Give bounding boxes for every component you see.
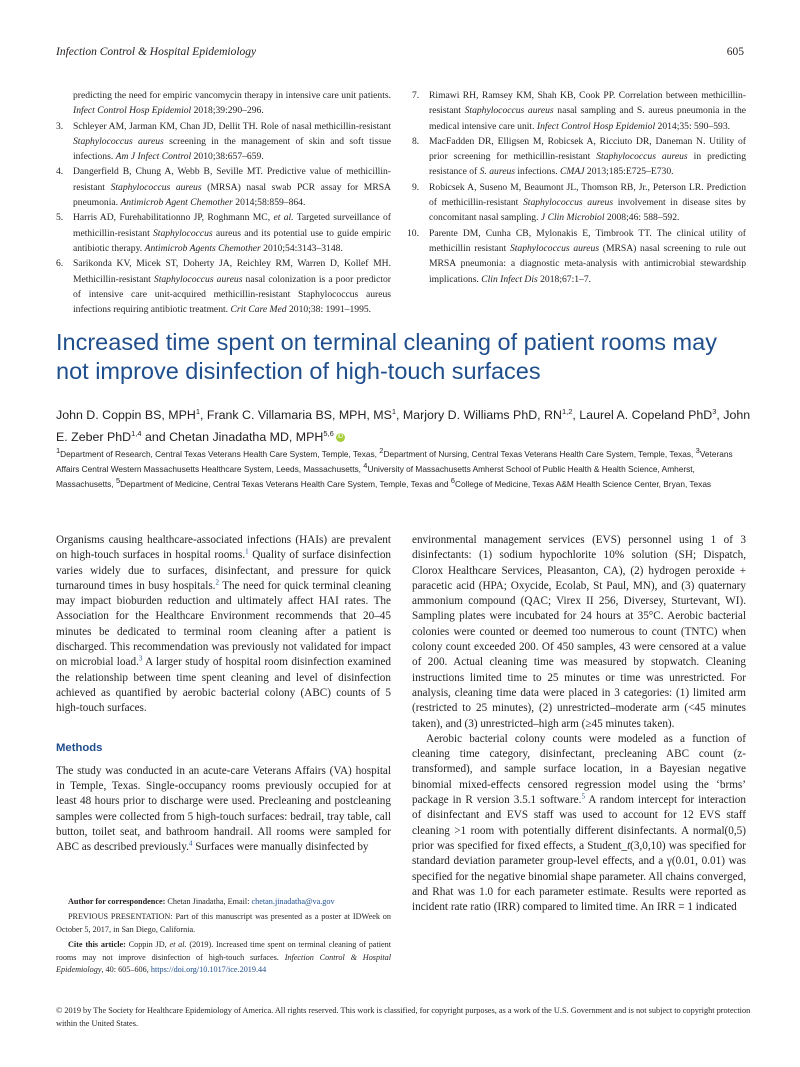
- reference-item: 3. Schleyer AM, Jarman KM, Chan JD, Dellit TH. Role of nasal methicillin-resistant Staphylococcus aureus screening in the management of skin and soft tissue infections. Am J Infect Control 2010;38:657–659.: [56, 120, 391, 163]
- article-title: Increased time spent on terminal cleaning of patient rooms may not improve disinfection of high-touch surfaces: [56, 329, 717, 384]
- reference-number: 5.: [56, 212, 64, 224]
- correspondence-note: Author for correspondence: Chetan Jinadatha, Email: chetan.jinadatha@va.gov: [68, 897, 335, 906]
- email-link[interactable]: chetan.jinadatha@va.gov: [251, 897, 335, 906]
- author-affiliation-marker: 1: [195, 406, 200, 416]
- methods-paragraph-continued: environmental management services (EVS) personnel using 1 of 3 disinfectants: (1) sodium hypochlorite 10% solution (SH; Dispatch, Clorox Healthcare Services, Pleasanton, CA), (2) hydrogen peroxide + paracetic acid (HPA; Oxycide, Ecolab, St Paul, MN), and (3) quaternary ammonium compound (QAC; Virex II 256, Diversey, Sturtevant, WI). Sampling plates were incubated for 24 hours at 35°C. Aerobic bacterial colonies were counted or deemed too numerous to count (TNTC) when colony count exceeded 200. Of 450 samples, 43 were censored at a value of 200. Actual cleaning time was measured by stopwatch. Cleaning instructions limited time to 25 minutes or time was unrestricted. For analysis, cleaning time data were placed in 3 categories: (1) limited arm (restricted to 25 minutes), (2) unrestricted–moderate arm (<45 minutes taken), and (3) unrestricted–high arm (≥45 minutes taken).: [412, 534, 746, 730]
- reference-item: 7. Rimawi RH, Ramsey KM, Shah KB, Cook PP. Correlation between methicillin-resistant Staphylococcus aureus nasal sampling and S. aureus pneumonia in the medical intensive care unit. Infect Control Hosp Epidemiol 2014;35: 590–593.: [412, 90, 746, 132]
- affiliation-text: College of Medicine, Texas A&M Health Science Center, Bryan, Texas: [454, 478, 712, 489]
- orcid-icon[interactable]: iD: [337, 434, 344, 441]
- author-name[interactable]: Marjory D. Williams PhD, RN$^{1,2}$: [402, 406, 573, 422]
- affiliation-marker: 3: [695, 446, 700, 456]
- author-name[interactable]: John E. Zeber PhD$^{1,4}$: [56, 408, 751, 444]
- reference-item: 10. Parente DM, Cunha CB, Mylonakis E, Timbrook TT. The clinical utility of methicillin resistant Staphylococcus aureus (MRSA) nasal screening to rule out MRSA pneumonia: a diagnostic meta-analysis with antimicrobial stewardship implications. Clin Infect Dis 2018;67:1–7.: [407, 227, 746, 285]
- reference-number: 4.: [56, 166, 64, 178]
- reference-item: 5. Harris AD, Furehabilitationno JP, Roghmann MC, et al. Targeted surveillance of methicillin-resistant Staphylococcus aureus and its potential use to guide empiric antibiotic therapy. Antimicrob Agents Chemother 2010;54:3143–3148.: [56, 212, 391, 254]
- journal-name: Infection Control & Hospital Epidemiology: [56, 46, 257, 58]
- citation-link[interactable]: 5: [581, 792, 585, 801]
- copyright-notice: © 2019 by The Society for Healthcare Epidemiology of America. All rights reserved. This work is classified, for copyright purposes, as a work of the U.S. Government and is not subject to copyright protection within the United States.: [56, 1006, 751, 1028]
- reference-item: 4. Dangerfield B, Chung A, Webb B, Seville MT. Predictive value of methicillin-resistant Staphylococcus aureus (MRSA) nasal swab PCR assay for MRSA pneumonia. Antimicrob Agent Chemother 2014;58:859–864.: [56, 166, 391, 209]
- reference-number: 7.: [412, 90, 420, 101]
- author-list: John D. Coppin BS, MPH$^1$, Frank C. Villamaria BS, MPH, $MS^1$, Marjory D. Williams PhD, RN$^{1,2}$, Laurel A. Copeland PhD$^3$, John E. Zeber PhD$^{1,4}$ and Chetan Jinadatha MD, MPH$^{5,6}$ iD: [56, 406, 751, 444]
- author-affiliation-marker: 1: [391, 406, 397, 416]
- reference-item: predicting the need for empiric vancomycin therapy in intensive care unit patients. Infect Control Hosp Epidemiol 2018;39:290–296.: [73, 90, 391, 117]
- reference-number: 10.: [407, 227, 419, 239]
- citation-link[interactable]: 2: [215, 578, 219, 587]
- affiliation-text: University of Massachusetts Amherst School of Public Health & Health Science, Amherst, Massachusetts,: [56, 463, 695, 489]
- methods-heading: Methods: [56, 741, 103, 754]
- author-name[interactable]: Chetan Jinadatha MD, MPH$^{5,6}$: [169, 428, 334, 444]
- page-number: 605: [726, 46, 744, 58]
- previous-presentation-note: PREVIOUS PRESENTATION: Part of this manuscript was presented as a poster at IDWeek on October 5, 2017, in San Diego, California.: [56, 912, 391, 934]
- body-column-left: [56, 533, 391, 856]
- running-header: [56, 46, 744, 62]
- reference-item: 9. Robicsek A, Suseno M, Beaumont JL, Thomson RB, Jr., Peterson LR. Prediction of methicillin-resistant Staphylococcus aureus involvement in disease sites by concomitant nasal sampling. J Clin Microbiol 2008;46: 588–592.: [412, 181, 746, 224]
- citation-link[interactable]: 3: [138, 654, 143, 663]
- references-left: [56, 88, 391, 317]
- footnotes: [56, 896, 391, 979]
- reference-number: 6.: [56, 258, 64, 270]
- author-name[interactable]: John D. Coppin BS, MPH$^1$: [56, 406, 200, 422]
- affiliation-marker: 2: [379, 446, 384, 456]
- author-affiliation-marker: 3: [712, 406, 717, 416]
- affiliation-marker: 1: [56, 446, 61, 456]
- intro-paragraph: Organisms causing healthcare-associated infections (HAIs) are prevalent on high-touch surfaces in hospital rooms.$^1$ Quality of surface disinfection varies widely due to surfaces, disinfectant, and pressure for quick turnaround times in busy hospitals.$^2$ The need for quick terminal cleaning may impact bioburden reduction and ultimately affect HAI rates. The Association for the Healthcare Environment recommends that 20–45 minutes be dedicated to terminal room cleaning after a patient is discharged. This recommendation was previously not validated for impact on microbial load.$^3$ A larger study of hospital room disinfection examined the relationship between time spent cleaning and level of disinfection achieved as quantified by aerobic bacterial colony (ABC) counts of 5 high-touch surfaces.: [56, 534, 392, 715]
- doi-link[interactable]: https://doi.org/10.1017/ice.2019.44: [150, 965, 267, 975]
- citation-link[interactable]: 1: [245, 547, 249, 556]
- reference-number: 8.: [412, 135, 420, 147]
- author-name[interactable]: Laurel A. Copeland PhD$^3$: [579, 406, 717, 422]
- references-right: [407, 88, 746, 287]
- affiliation-text: Department of Research, Central Texas Veterans Health Care System, Temple, Texas,: [60, 449, 380, 459]
- author-name[interactable]: Frank C. Villamaria BS, MPH, $MS^1$: [206, 406, 397, 422]
- author-affiliation-marker: 5,6: [323, 428, 334, 438]
- affiliation-marker: 6: [450, 475, 455, 485]
- reference-number: 9.: [412, 181, 420, 193]
- author-affiliation-marker: 1,4: [131, 428, 142, 438]
- reference-item: 6. Sarikonda KV, Micek ST, Doherty JA, Reichley RM, Warren D, Kollef MH. Methicillin-resistant Staphylococcus aureus nasal colonization is a poor predictor of intensive care unit-acquired methicillin-resistant Staphylococcus aureus infections requiring antibiotic treatment. Crit Care Med 2010;38: 1991–1995.: [56, 258, 391, 316]
- affiliation-text: Veterans Affairs Central Western Massachusetts Healthcare System, Leeds, Massachusetts,: [56, 449, 733, 474]
- reference-item: 8. MacFadden DR, Elligsen M, Robicsek A, Ricciuto DR, Daneman N. Utility of prior screening for methicillin-resistant Staphylococcus aureus in predicting resistance of S. aureus infections. CMAJ 2013;185:E725–E730.: [412, 135, 746, 178]
- methods-paragraph: Aerobic bacterial colony counts were modeled as a function of cleaning time category, disinfectant, precleaning ABC count (z-transformed), and sample surface location, in a Bayesian negative binomial mixed-effects censored regression model using the ‘brms’ package in R version 3.5.1 software.$^5$ A random intercept for interaction of disinfectant and EVS staff was used to account for 12 EVS staff cleaning >1 room with potentially different disinfectants. A normal(0,5) prior was specified for fixed effects, a Student_t(3,0,10) was specified for standard deviation parameter group-level effects, and a γ(0.01, 0.01) was specified for the negative binomial shape parameter. All chains converged, and Rhat was 1.0 for each parameter estimate. Results were reported as incident rate ratio (IRR) compared to limited time. An IRR = 1 indicated: [412, 732, 746, 914]
- citation-link[interactable]: 4: [188, 839, 193, 848]
- affiliation-text: Department of Nursing, Central Texas Veterans Health Care System, Temple, Texas,: [383, 449, 696, 459]
- affiliation-marker: 5: [115, 475, 121, 485]
- affiliation-text: Department of Medicine, Central Texas Veterans Health Care System, Temple, Texas and: [120, 478, 451, 489]
- body-column-right: [412, 533, 746, 915]
- methods-paragraph: The study was conducted in an acute-care Veterans Affairs (VA) hospital in Temple, Texas. Single-occupancy rooms previously occupied for at least 48 hours prior to discharge were used. Precleaning and postcleaning samples were collected from 5 high-touch surfaces: bedrail, tray table, call button, toilet seat, and bathroom handrail. All rooms were sampled for ABC as described previously.$^4$ Surfaces were manually disinfected by: [56, 764, 391, 854]
- author-affiliation-marker: 1,2: [561, 406, 573, 416]
- affiliation-marker: 4: [363, 461, 368, 471]
- citation-note: Cite this article: Coppin JD, et al. (2019). Increased time spent on terminal cleaning of patient rooms may not improve disinfection of high-touch surfaces. Infection Control & Hospital Epidemiology, 40: 605–606, https://doi.org/10.1017/ice.2019.44: [56, 940, 391, 975]
- affiliations: [56, 447, 751, 491]
- reference-number: 3.: [56, 120, 64, 132]
